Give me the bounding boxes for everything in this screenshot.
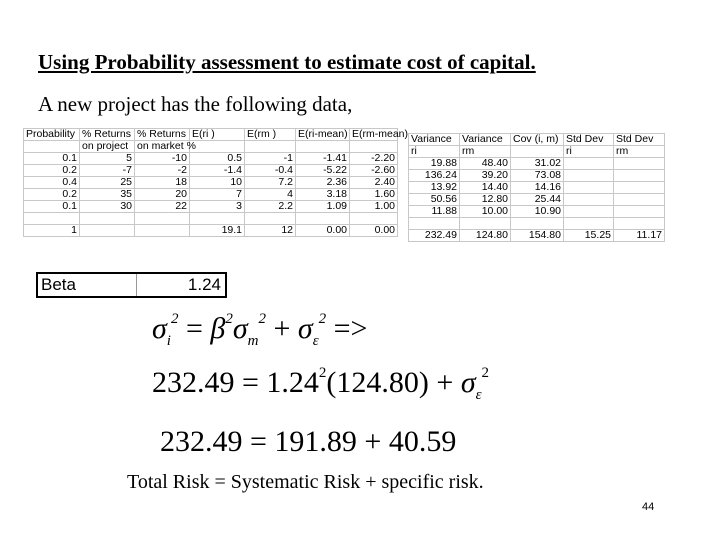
table-cell (135, 213, 190, 225)
sigma-symbol: σ (152, 312, 167, 345)
table-row (409, 206, 665, 218)
table-cell: 0.00 (350, 225, 398, 237)
variance-spreadsheet (408, 133, 665, 242)
table-cell (24, 213, 80, 225)
superscript-2: 2 (318, 365, 327, 381)
intro-text: A new project has the following data, (38, 92, 353, 116)
sigma-symbol: σ (232, 312, 248, 345)
table-cell: 136.24 (409, 170, 460, 182)
table-cell (350, 213, 398, 225)
equals-sign: = (242, 366, 259, 399)
subscript-i: i (166, 333, 171, 349)
table-cell: 20 (135, 189, 190, 201)
table-row (409, 194, 665, 206)
header-row (409, 134, 665, 146)
table-cell (460, 218, 511, 230)
table-cell: -2 (135, 165, 190, 177)
table-cell: 73.08 (511, 170, 564, 182)
table-cell (245, 141, 296, 153)
plus-sign: + (436, 366, 454, 399)
table-cell (564, 170, 614, 182)
blank-row (409, 218, 665, 230)
table-cell: 1.00 (350, 201, 398, 213)
table-cell: Cov (i, m) (511, 134, 564, 146)
table-cell: 12.80 (460, 194, 511, 206)
table-cell: Variance (409, 134, 460, 146)
table-cell: 5 (80, 153, 135, 165)
table-row (409, 170, 665, 182)
table-cell: % Returns (135, 129, 190, 141)
table-cell (245, 213, 296, 225)
table-cell: 19.1 (190, 225, 245, 237)
table-cell (614, 194, 665, 206)
result-formula: 232.49 = 191.89 + 40.59 (160, 425, 457, 458)
superscript-2: 2 (258, 311, 266, 327)
subscript-epsilon: ε (312, 333, 319, 349)
table-cell: 0.2 (24, 189, 80, 201)
table-cell (614, 158, 665, 170)
table-row (409, 158, 665, 170)
table-cell: 10 (190, 177, 245, 189)
table-cell: on project (80, 141, 135, 153)
table-cell: Variance (460, 134, 511, 146)
total-row (24, 225, 398, 237)
table-cell: 39.20 (460, 170, 511, 182)
beta-cell (36, 272, 227, 298)
table-cell: % Returns (80, 129, 135, 141)
slide-title: Using Probability assessment to estimate cost of capital. (38, 50, 536, 74)
page-number: 44 (642, 501, 655, 513)
table-cell: 4 (245, 189, 296, 201)
subscript-m: m (247, 333, 259, 349)
table-cell: 22 (135, 201, 190, 213)
table-cell: 2.2 (245, 201, 296, 213)
total-variance-value: 232.49 (152, 366, 235, 399)
table-cell: 2.36 (296, 177, 350, 189)
table-cell (190, 213, 245, 225)
table-cell: 14.16 (511, 182, 564, 194)
table-cell: 3 (190, 201, 245, 213)
table-cell (80, 225, 135, 237)
table-cell (564, 182, 614, 194)
table-cell: ri (409, 146, 460, 158)
table-cell (296, 141, 350, 153)
table-cell: 7.2 (245, 177, 296, 189)
table-cell: 13.92 (409, 182, 460, 194)
table-cell: 35 (80, 189, 135, 201)
table-cell (614, 182, 665, 194)
table-row (24, 165, 398, 177)
superscript-2: 2 (481, 365, 490, 381)
market-variance-value: (124.80) (326, 366, 429, 399)
plus-sign: + (273, 312, 291, 345)
table-cell: 232.49 (409, 230, 460, 242)
table-cell: E(ri ) (190, 129, 245, 141)
table-cell: 11.88 (409, 206, 460, 218)
table-cell (135, 225, 190, 237)
table-cell: 154.80 (511, 230, 564, 242)
table-cell: 124.80 (460, 230, 511, 242)
table-cell: 2.40 (350, 177, 398, 189)
table-cell: -2.60 (350, 165, 398, 177)
variance-decomposition-formula (152, 312, 367, 350)
table-cell (564, 194, 614, 206)
beta-value: 1.24 (187, 275, 221, 294)
table-cell (80, 213, 135, 225)
table-cell: -0.4 (245, 165, 296, 177)
table-cell (564, 218, 614, 230)
table-cell: 12 (245, 225, 296, 237)
implies-sign: => (333, 312, 368, 345)
table-cell: -1 (245, 153, 296, 165)
table-cell: 0.1 (24, 153, 80, 165)
table-cell: Std Dev (564, 134, 614, 146)
table-cell: rm (460, 146, 511, 158)
sigma-symbol: σ (297, 312, 313, 345)
table-cell: E(rm-mean) (350, 129, 398, 141)
table-cell: 0.4 (24, 177, 80, 189)
table-cell: -7 (80, 165, 135, 177)
table-row (24, 189, 398, 201)
table-cell: 19.88 (409, 158, 460, 170)
table-cell: Std Dev (614, 134, 665, 146)
table-cell: 14.40 (460, 182, 511, 194)
table-cell: 25 (80, 177, 135, 189)
table-row (409, 182, 665, 194)
table-cell (614, 206, 665, 218)
table-cell: 1 (24, 225, 80, 237)
table-cell: 18 (135, 177, 190, 189)
table-cell (511, 146, 564, 158)
table-cell: 31.02 (511, 158, 564, 170)
table-cell: -10 (135, 153, 190, 165)
risk-summary: Total Risk = Systematic Risk + specific risk. (127, 471, 484, 493)
table-cell (614, 170, 665, 182)
table-cell: -1.4 (190, 165, 245, 177)
table-cell: 50.56 (409, 194, 460, 206)
beta-label: Beta (38, 274, 137, 296)
table-cell (296, 213, 350, 225)
substituted-formula (152, 366, 489, 404)
superscript-2: 2 (318, 311, 327, 327)
table-cell: rm (614, 146, 665, 158)
table-cell: 15.25 (564, 230, 614, 242)
table-cell: 1.60 (350, 189, 398, 201)
header-row (24, 129, 398, 141)
superscript-2: 2 (170, 311, 179, 327)
table-cell: Probability (24, 129, 80, 141)
table-cell: E(rm ) (245, 129, 296, 141)
table-cell: -2.20 (350, 153, 398, 165)
total-row (409, 230, 665, 242)
table-cell (350, 141, 398, 153)
table-cell: E(ri-mean) (296, 129, 350, 141)
equals-sign: = (185, 312, 203, 345)
table-cell (409, 218, 460, 230)
table-cell: 0.1 (24, 201, 80, 213)
header-row (409, 146, 665, 158)
table-cell (24, 141, 80, 153)
beta-number: 1.24 (266, 366, 319, 399)
sigma-symbol: σ (460, 366, 476, 399)
table-row (24, 201, 398, 213)
table-cell: 10.00 (460, 206, 511, 218)
table-cell: 11.17 (614, 230, 665, 242)
table-cell: 0.00 (296, 225, 350, 237)
subscript-epsilon: ε (475, 387, 482, 403)
beta-symbol: β (210, 312, 226, 345)
table-cell: -5.22 (296, 165, 350, 177)
table-cell: ri (564, 146, 614, 158)
table-cell (511, 218, 564, 230)
superscript-2: 2 (225, 311, 233, 327)
table-cell (190, 141, 245, 153)
table-cell: 7 (190, 189, 245, 201)
table-cell (614, 218, 665, 230)
table-cell: 48.40 (460, 158, 511, 170)
table-row (24, 177, 398, 189)
table-cell: 25.44 (511, 194, 564, 206)
table-cell (564, 206, 614, 218)
blank-row (24, 213, 398, 225)
table-cell: 1.09 (296, 201, 350, 213)
table-cell: 0.5 (190, 153, 245, 165)
header-row (24, 141, 398, 153)
table-cell: 3.18 (296, 189, 350, 201)
table-cell: 0.2 (24, 165, 80, 177)
table-cell: on market % (135, 141, 190, 153)
table-cell (564, 158, 614, 170)
table-cell: -1.41 (296, 153, 350, 165)
returns-spreadsheet (23, 128, 409, 237)
table-row (24, 153, 398, 165)
table-cell: 10.90 (511, 206, 564, 218)
table-cell: 30 (80, 201, 135, 213)
